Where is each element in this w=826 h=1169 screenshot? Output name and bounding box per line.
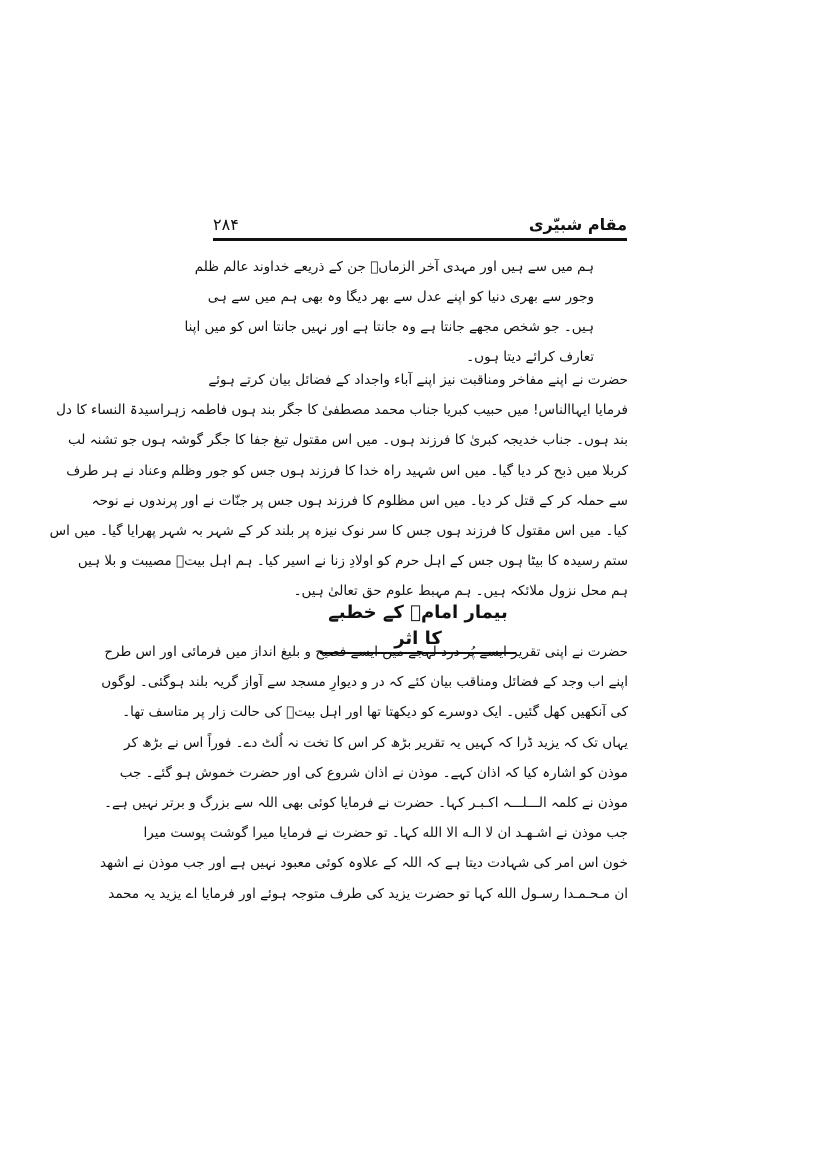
paragraph-2 [99, 637, 628, 909]
paragraph-line: سے حملہ کر کے قتل کر دیا۔ میں اس مظلوم کا فرزند ہوں جس پر جنّات نے اور پرندوں نے نوحہ [91, 492, 628, 509]
paragraph-line: کی آنکھیں کھل گئیں۔ ایک دوسرے کو دیکھتا تھا اور اہل بیتؑ کی حالت زار پر متاسف تھا۔ [122, 704, 628, 721]
page-number: ۲۸۴ [213, 214, 239, 234]
paragraph-line: بند ہوں۔ جناب خدیجہ کبریٰ کا فرزند ہوں۔ میں اس مقتول تیغ جفا کا جگر گوشہ ہوں جو تشنہ لب [68, 432, 628, 449]
paragraph-line: ان مـحـمـدا رسـول الله کہا تو حضرت یزید کی طرف متوجہ ہوئے اور فرمایا اے یزید یہ محمد [108, 885, 628, 902]
quote-block [184, 252, 594, 372]
paragraph-line: موذن نے کلمہ الـــلـــہ اکـبـر کہا۔ حضرت نے فرمایا کوئی بھی اللہ سے بزرگ و برتر نہیں ہے۔ [104, 794, 628, 811]
paragraph-line: جب موذن نے اشـهـد ان لا الـه الا الله کہا۔ تو حضرت نے فرمایا میرا گوشت پوست میرا [143, 825, 628, 842]
paragraph-line: یہاں تک کہ یزید ڈرا کہ کہیں یہ تقریر بڑھ کر اس کا تخت نہ اُلٹ دے۔ فوراً اس نے بڑھ کر [124, 734, 628, 751]
paragraph-line: ستم رسیدہ کا بیٹا ہوں جس کے اہل حرم کو اولادِ زنا نے اسیر کیا۔ ہم اہل بیتؑ مصیبت و بلا ہیں [77, 553, 628, 570]
quote-line: ہیں۔ جو شخص مجھے جانتا ہے وہ جانتا ہے اور نہیں جانتا اس کو میں اپنا [184, 319, 594, 335]
paragraph-line: خون اس امر کی شہادت دیتا ہے کہ اللہ کے علاوہ کوئی معبود نہیں ہے اور جب موذن نے اشهد [99, 855, 628, 872]
paragraph-line: ہم محل نزول ملائکہ ہیں۔ ہم مہبط علوم حق تعالیٰ ہیں۔ [293, 583, 628, 600]
quote-line: تعارف کرائے دیتا ہوں۔ [466, 349, 594, 365]
page-header [213, 213, 627, 235]
paragraph-line: حضرت نے اپنی تقریر ایسے پُر درد لہجے میں ایسے فصیح و بلیغ انداز میں فرمائی اور اس طرح [104, 644, 628, 660]
paragraph-line: موذن کو اشارہ کیا کہ اذان کہے۔ موذن نے اذان شروع کی اور حضرت خموش ہو گئے۔ جب [119, 764, 628, 781]
paragraph-line: کربلا میں ذبح کر دیا گیا۔ میں اس شہید راہ خدا کا فرزند ہوں جس کو جور وظلم وعناد نے ہر طرف [66, 462, 628, 479]
paragraph-line: حضرت نے اپنے مفاخر ومناقبت نیز اپنے آباء واجداد کے فضائل بیان کرتے ہوئے [208, 372, 628, 388]
running-title: مقام شبیّری [528, 214, 627, 234]
quote-line: ہم میں سے ہیں اور مہدی آخر الزماںؑ جن کے ذریعے خداوند عالم ظلم [194, 259, 594, 275]
section-heading: بیمار امامؑ کے خطبے کا اثر [320, 600, 516, 654]
paragraph-line: کیا۔ میں اس مقتول کا فرزند ہوں جس کا سر نوک نیزہ پر بلند کر کے شہر بہ شہر پھرایا گیا۔ میں اس [49, 522, 628, 539]
paragraph-line: اپنے اب وجد کے فضائل ومناقب بیان کئے کہ در و دیوارِ مسجد سے آواز گریہ بلند ہوگئی۔ لوگوں [101, 674, 628, 691]
header-rule [213, 238, 627, 241]
paragraph-1 [49, 365, 628, 607]
quote-line: وجور سے بھری دنیا کو اپنے عدل سے بھر دیگا وہ بھی ہم میں سے ہی [207, 289, 594, 305]
paragraph-line: فرمایا ایہاالناس! میں حبیب کبریا جناب محمد مصطفیٰ کا جگر بند ہوں فاطمہ زہراسیدۃ النساء کا دل [56, 402, 628, 419]
